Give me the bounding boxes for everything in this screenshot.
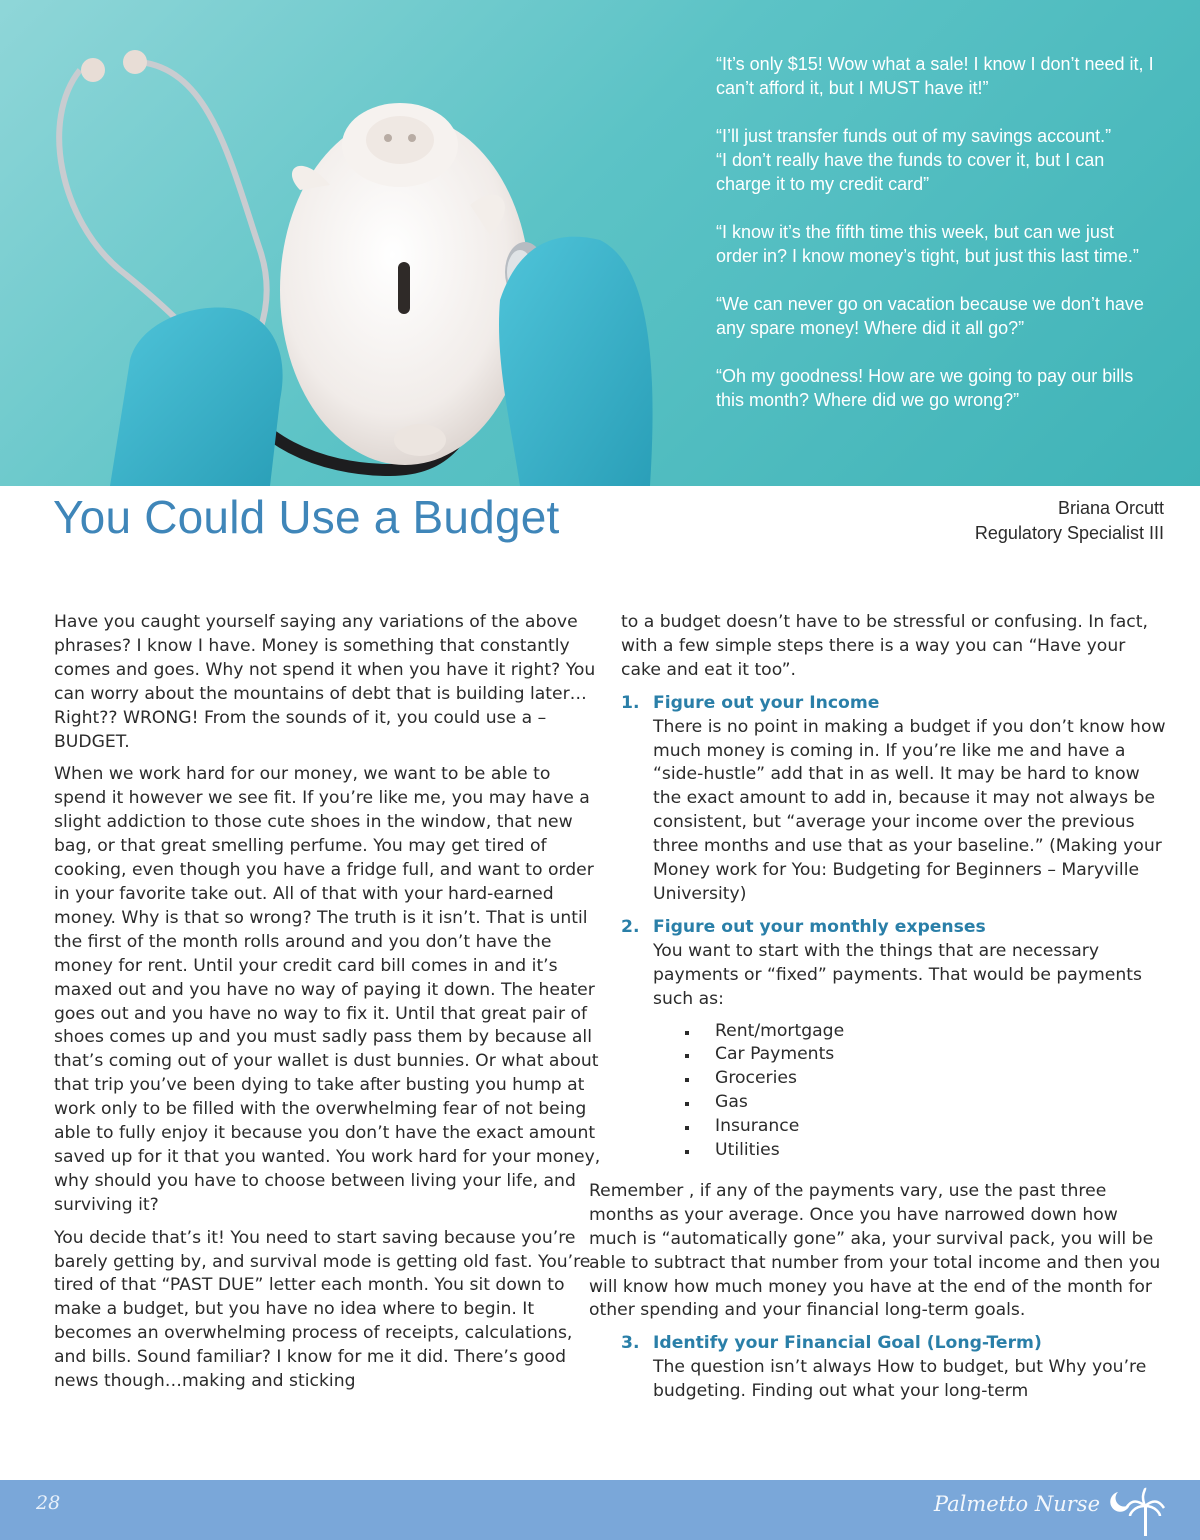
- expenses-list: [683, 1020, 1169, 1163]
- quote-3: “I don’t really have the funds to cover it, but I can charge it to my credit card”: [716, 150, 1105, 194]
- author-name: Briana Orcutt: [1057, 498, 1164, 518]
- list-item: Insurance: [683, 1115, 1169, 1139]
- step-text: There is no point in making a budget if you don’t know how much money is coming in. If you’re like me and have a “side-hustle” add that in as well. It may be hard to know the exact amount to add in, because it may not always be consistent, but “average your income over the previous three months and use that as your baseline.” (Making your Money work for You: Budgeting for Beginners – Maryville University): [653, 716, 1166, 904]
- step-2: [621, 916, 1169, 1171]
- left-column: [54, 611, 602, 1403]
- step-3: [621, 1332, 1169, 1404]
- step-heading: Figure out your monthly expenses: [653, 916, 986, 937]
- paragraph-1: Have you caught yourself saying any variations of the above phrases? I know I have. Money is something that constantly comes and goes. Why not spend it when you have it right? You can worry about the mountains of debt that is building later…Right?? WRONG! From the sounds of it, you could use a – BUDGET.: [54, 612, 596, 752]
- intro-paragraph: to a budget doesn’t have to be stressful or confusing. In fact, with a few simple steps there is a way you can “Have your cake and eat it too”.: [621, 612, 1148, 680]
- list-item: Groceries: [683, 1067, 1169, 1091]
- step-text: The question isn’t always How to budget, but Why you’re budgeting. Finding out what your long-term: [653, 1357, 1147, 1402]
- step-number: 1.: [621, 692, 640, 713]
- step-heading: Identify your Financial Goal (Long-Term): [653, 1333, 1042, 1354]
- hero-image: [0, 0, 1200, 486]
- list-item: Car Payments: [683, 1043, 1169, 1067]
- quote-1: “It’s only $15! Wow what a sale! I know I don’t need it, I can’t afford it, but I MUST have it!”: [716, 54, 1154, 98]
- quote-4: “I know it’s the fifth time this week, but can we just order in? I know money’s tight, but just this last time.”: [716, 222, 1139, 266]
- step-1: [621, 692, 1169, 907]
- author-byline: [975, 496, 1164, 546]
- step-text: You want to start with the things that are necessary payments or “fixed” payments. That would be payments such as:: [653, 940, 1142, 1009]
- list-item: Rent/mortgage: [683, 1020, 1169, 1044]
- magazine-name: Palmetto Nurse: [933, 1492, 1100, 1516]
- paragraph-2: When we work hard for our money, we want to be able to spend it however we see fit. If you’re like me, you may have a slight addiction to those cute shoes in the window, that new bag, or that great smelling perfume. You may get tired of cooking, even though you have a fridge full, and want to order in your favorite take out. All of that with your hard-earned money. Why is that so wrong? The truth is it isn’t. That is until the first of the month rolls around and you don’t have the money for rent. Until your credit card bill comes in and it’s maxed out and you have no way of paying it down. The heater goes out and you have no way to fix it. Until that great pair of shoes comes up and you must sadly pass them by because all that’s coming out of your wallet is dust bunnies. Or what about that trip you’ve been dying to take after busting you hump at work only to be filled with the overwhelming fear of not being able to fully enjoy it because you don’t have the exact amount saved up for it that you wanted. You work hard for your money, why should you have to choose between living your life, and surviving it?: [54, 764, 601, 1215]
- quote-5: “We can never go on vacation because we don’t have any spare money! Where did it all go?”: [716, 294, 1144, 338]
- article-title: You Could Use a Budget: [53, 491, 560, 543]
- quotes-block: [716, 52, 1156, 436]
- author-role: Regulatory Specialist III: [974, 523, 1164, 543]
- list-item: Gas: [683, 1091, 1169, 1115]
- palmetto-moon-icon: [1110, 1484, 1170, 1538]
- remember-paragraph: Remember , if any of the payments vary, use the past three months as your average. Once you have narrowed down how much is “automatically gone” aka, your survival pack, you will be able to subtract that number from your total income and then you will know how much money you have at the end of the month for other spending and your financial long-term goals.: [589, 1180, 1161, 1321]
- step-heading: Figure out your Income: [653, 692, 880, 713]
- page-number: 28: [36, 1492, 61, 1514]
- paragraph-3: You decide that’s it! You need to start saving because you’re barely getting by, and survival mode is getting old fast. You’re tired of that “PAST DUE” letter each month. You sit down to make a budget, but you have no idea where to begin. It becomes an overwhelming process of receipts, calculations, and bills. Sound familiar? I know for me it did. There’s good news though…making and sticking: [54, 1227, 591, 1392]
- quote-2: “I’ll just transfer funds out of my savings account.”: [716, 126, 1112, 146]
- step-number: 3.: [621, 1333, 640, 1354]
- list-item: Utilities: [683, 1139, 1169, 1163]
- page-footer: [0, 1480, 1200, 1540]
- step-number: 2.: [621, 916, 640, 937]
- right-column: [589, 611, 1169, 1413]
- quote-6: “Oh my goodness! How are we going to pay our bills this month? Where did we go wrong?”: [716, 366, 1134, 410]
